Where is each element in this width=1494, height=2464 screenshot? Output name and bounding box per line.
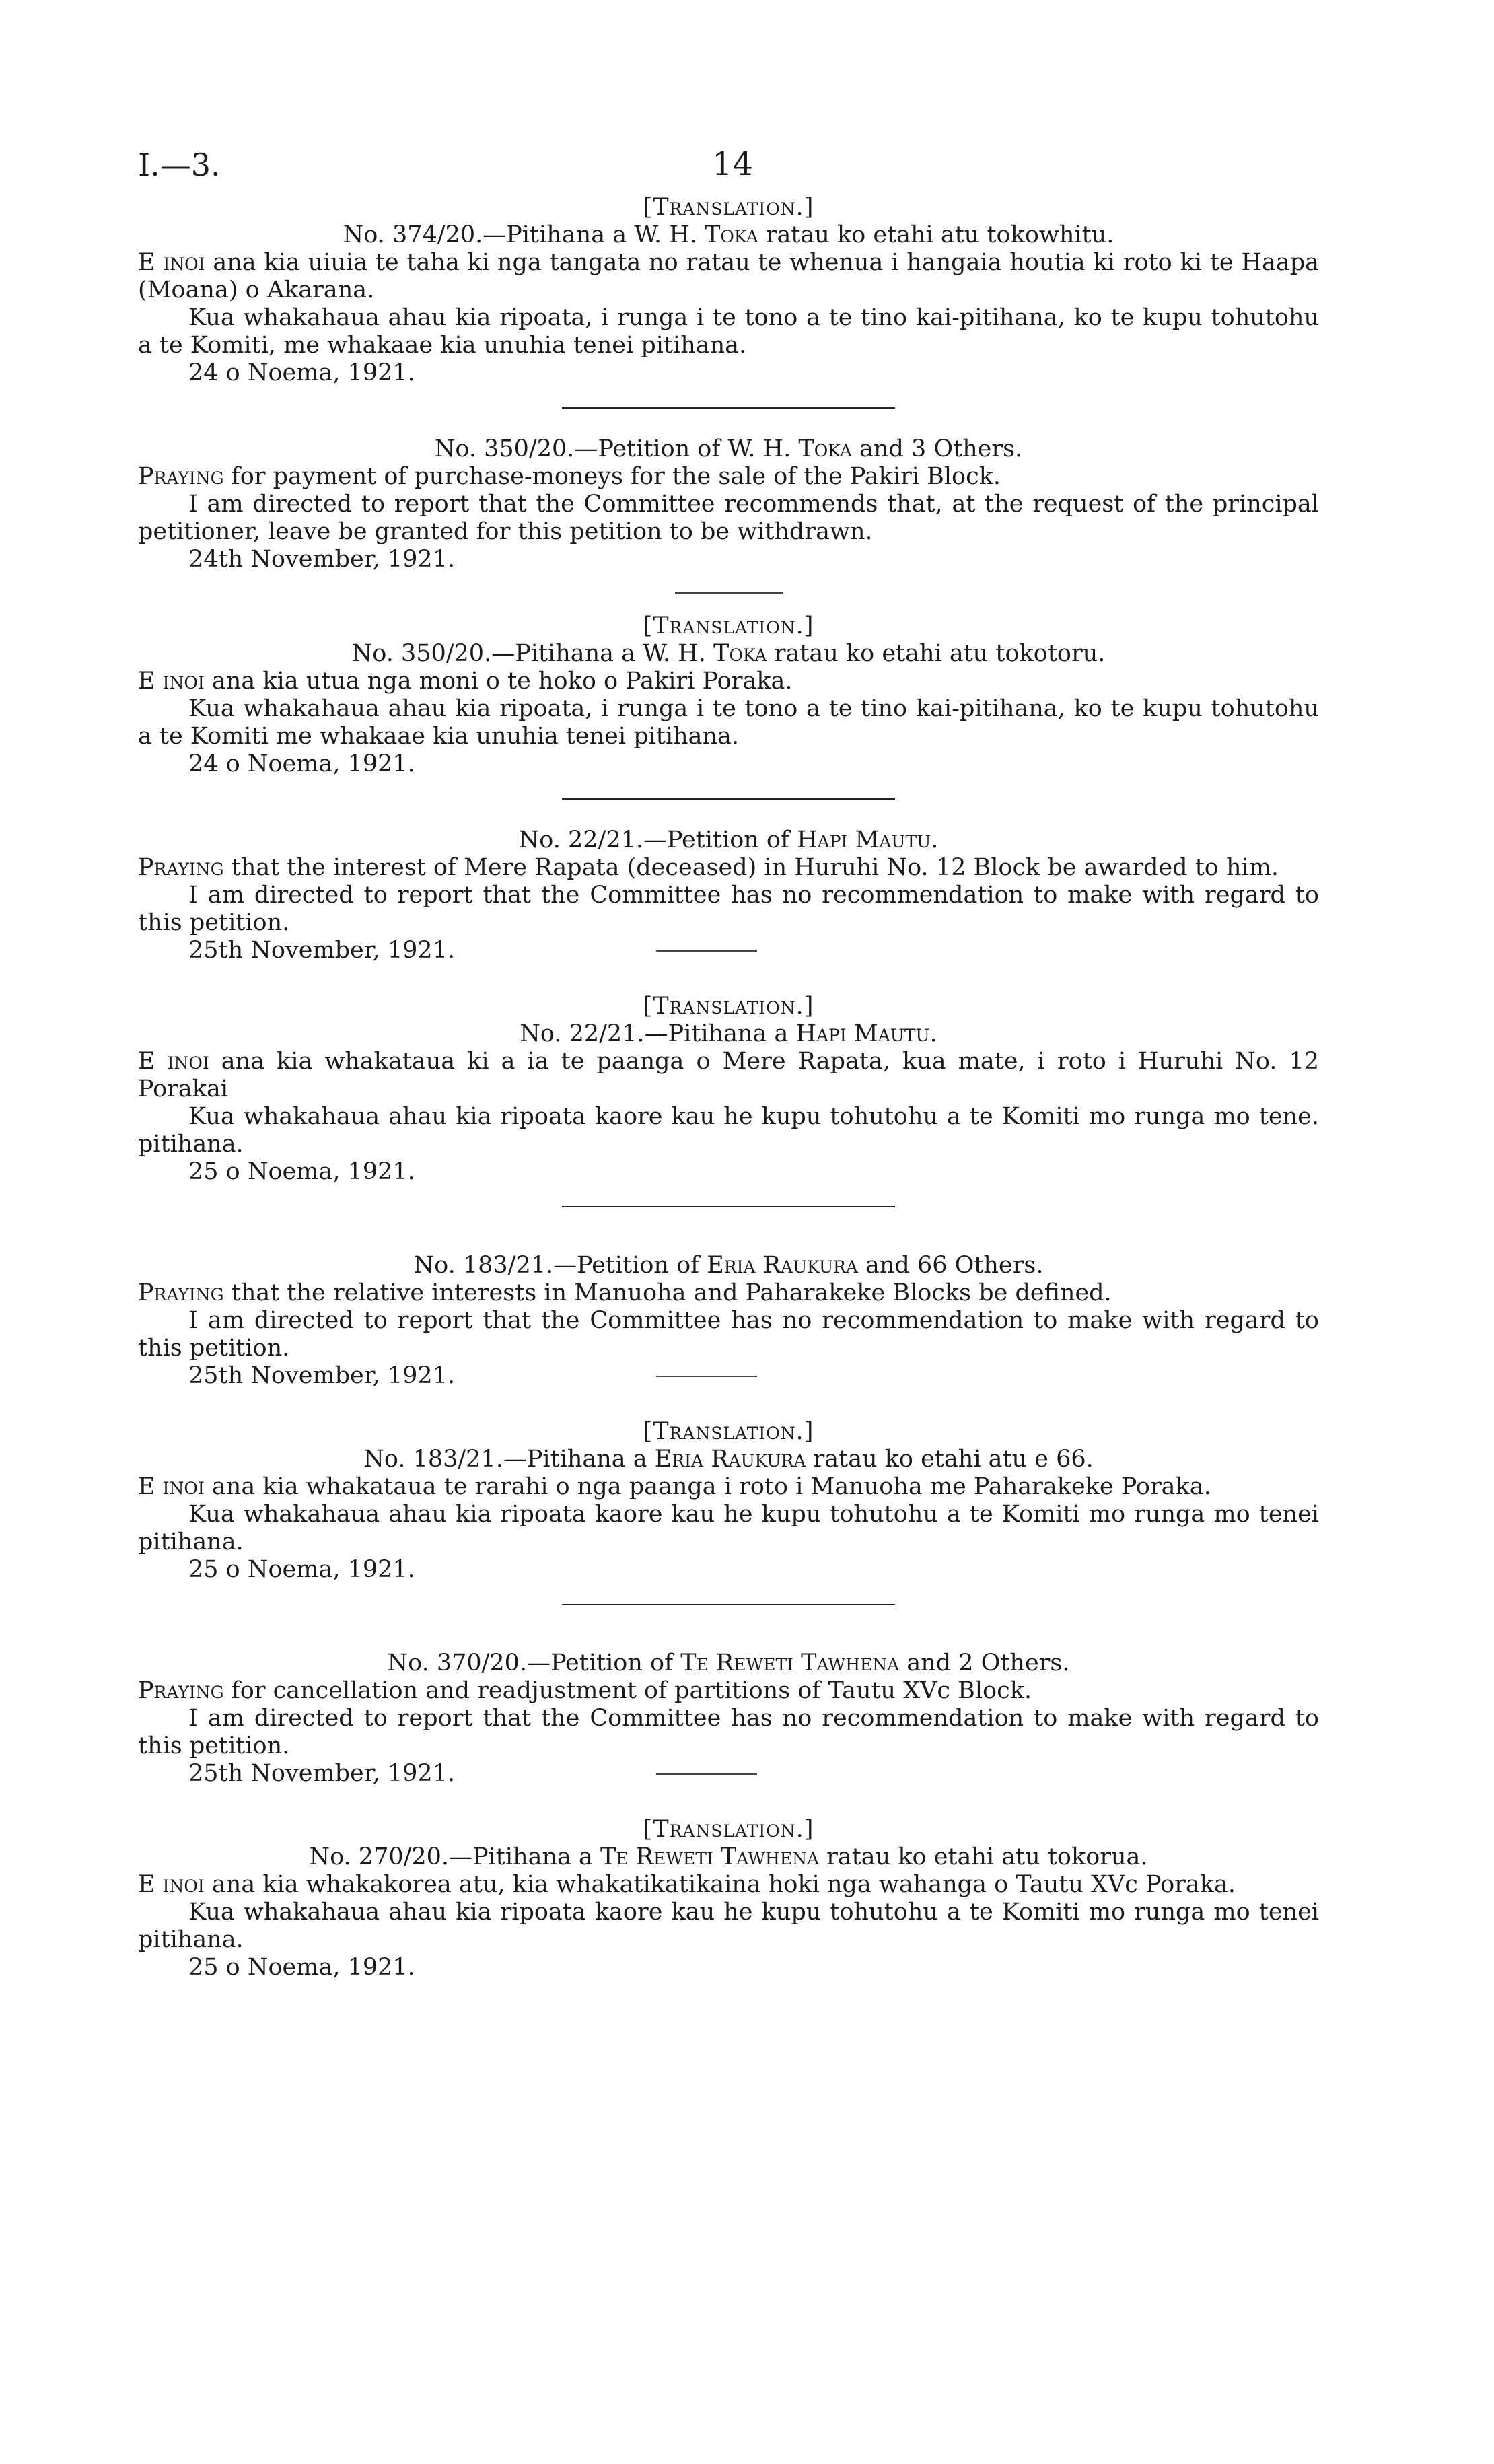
prayer-text — [138, 1473, 1319, 1501]
title-suffix: . — [929, 1020, 937, 1047]
translation-divider — [675, 592, 783, 594]
translation-label: [Translation.] — [643, 194, 814, 221]
report-text: I am directed to report that the Committee has no recommendation to make with regard to this petition. — [138, 882, 1319, 936]
prayer-lead: Praying — [138, 1279, 224, 1306]
report-text: Kua whakahaua ahau kia ripoata kaore kau he kupu tohutohu a te Komiti mo runga mo tenei pitihana. — [138, 1899, 1319, 1953]
section-divider — [562, 1604, 895, 1605]
title-prefix: —Pitihana a — [644, 1020, 796, 1047]
title-prefix: —Petition of — [643, 826, 797, 853]
report-date: 25 o Noema, 1921. — [188, 1954, 415, 1981]
prayer-text — [138, 1871, 1319, 1899]
petition-350-translation — [138, 612, 1319, 778]
petition-number: No. 22/21. — [520, 1020, 645, 1047]
petitioner-name: Te Reweti Tawhena — [680, 1650, 900, 1677]
date-row — [138, 1362, 1319, 1390]
report-text: Kua whakahaua ahau kia ripoata, i runga i te tono a te tino kai-pitihana, ko te kupu tohutohu a te Komiti, me whakaae kia unuhia tenei pitihana. — [138, 304, 1319, 359]
petition-number: No. 370/20. — [387, 1650, 528, 1677]
report-date: 24th November, 1921. — [188, 546, 456, 573]
translation-divider — [656, 1376, 757, 1377]
prayer-body: ana kia uiuia te taha ki nga tangata no ratau te whenua i hangaia houtia ki roto ki te Haapa (Moana) o Akarana. — [138, 249, 1319, 304]
petition-title — [138, 826, 1319, 854]
report-text: Kua whakahaua ahau kia ripoata kaore kau he kupu tohutohu a te Komiti mo runga mo tene. pitihana. — [138, 1103, 1319, 1158]
prayer-lead: E inoi — [138, 249, 205, 276]
petition-title — [138, 1020, 1319, 1048]
prayer-text — [138, 463, 1319, 491]
petitioner-name: W. H. Toka — [634, 221, 758, 248]
report-text: I am directed to report that the Committee recommends that, at the request of the principal petitioner, leave be granted for this petition to be withdrawn. — [138, 491, 1319, 545]
section-divider — [562, 407, 895, 409]
prayer-text — [138, 1279, 1319, 1307]
petition-number: No. 183/21. — [413, 1252, 554, 1279]
report-text: Kua whakahaua ahau kia ripoata, i runga i te tono a te tino kai-pitihana, ko te kupu tohutohu a te Komiti me whakaae kia unuhia tenei pitihana. — [138, 695, 1319, 750]
page-number: 14 — [712, 145, 754, 183]
petitioner-name: Hapi Mautu — [795, 1020, 930, 1047]
title-prefix: —Pitihana a — [449, 1843, 600, 1870]
petition-title — [138, 640, 1319, 668]
prayer-lead: Praying — [138, 463, 224, 490]
petition-350-english — [138, 435, 1319, 573]
petitioner-name: Te Reweti Tawhena — [600, 1843, 820, 1870]
translation-label: [Translation.] — [643, 1418, 814, 1445]
prayer-body: ana kia whakataua te rarahi o nga paanga i roto i Manuoha me Paharakeke Poraka. — [204, 1473, 1211, 1500]
title-suffix: ratau ko etahi atu tokowhitu. — [758, 221, 1114, 248]
petition-title — [138, 1843, 1319, 1871]
prayer-lead: E inoi — [138, 668, 205, 695]
translation-label: [Translation.] — [643, 993, 814, 1020]
report-text: Kua whakahaua ahau kia ripoata kaore kau he kupu tohutohu a te Komiti mo runga mo tenei pitihana. — [138, 1501, 1319, 1555]
title-suffix: . — [931, 826, 939, 853]
title-prefix: —Pitihana a — [483, 221, 635, 248]
prayer-body: that the relative interests in Manuoha and Paharakeke Blocks be defined. — [223, 1279, 1112, 1306]
prayer-body: ana kia utua nga moni o te hoko o Pakiri Poraka. — [204, 668, 793, 695]
petition-title — [138, 1650, 1319, 1677]
report-date: 24 o Noema, 1921. — [188, 359, 415, 386]
report-text: I am directed to report that the Committee has no recommendation to make with regard to this petition. — [138, 1705, 1319, 1759]
petition-22-english — [138, 826, 1319, 964]
petition-number: No. 183/21. — [363, 1446, 503, 1473]
section-divider — [562, 1206, 895, 1207]
petitioner-name: Eria Raukura — [707, 1252, 858, 1279]
petition-22-translation — [138, 993, 1319, 1186]
prayer-text — [138, 249, 1319, 304]
petition-270-translation — [138, 1816, 1319, 1981]
petition-number: No. 350/20. — [351, 640, 492, 667]
section-divider — [562, 798, 895, 800]
petition-374-translation — [138, 194, 1319, 387]
title-suffix: and 3 Others. — [851, 435, 1023, 462]
petition-number: No. 22/21. — [518, 826, 643, 853]
translation-divider — [656, 950, 757, 952]
report-date: 24 o Noema, 1921. — [188, 750, 415, 777]
petitioner-name: W. H. Toka — [727, 435, 852, 462]
prayer-body: for cancellation and readjustment of partitions of Tautu XVc Block. — [223, 1677, 1032, 1704]
petitioner-name: Eria Raukura — [654, 1446, 806, 1473]
petition-number: No. 270/20. — [309, 1843, 450, 1870]
petition-title — [138, 221, 1319, 249]
title-suffix: ratau ko etahi atu tokorua. — [819, 1843, 1148, 1870]
paper-reference: I.—3. — [138, 147, 221, 183]
prayer-text — [138, 668, 1319, 695]
prayer-text — [138, 1677, 1319, 1705]
title-prefix: —Pitihana a — [491, 640, 643, 667]
title-suffix: and 66 Others. — [857, 1252, 1044, 1279]
petition-number: No. 374/20. — [343, 221, 483, 248]
report-date: 25th November, 1921. — [188, 937, 456, 964]
prayer-body: that the interest of Mere Rapata (deceased) in Huruhi No. 12 Block be awarded to him. — [223, 854, 1279, 881]
prayer-lead: Praying — [138, 1677, 224, 1704]
prayer-text — [138, 1048, 1319, 1103]
prayer-lead: Praying — [138, 854, 224, 881]
report-date: 25 o Noema, 1921. — [188, 1556, 415, 1583]
prayer-lead: E inoi — [138, 1473, 205, 1500]
title-suffix: and 2 Others. — [899, 1650, 1070, 1677]
title-suffix: ratau ko etahi atu tokotoru. — [767, 640, 1106, 667]
title-suffix: ratau ko etahi atu e 66. — [806, 1446, 1094, 1473]
translation-label: [Translation.] — [643, 1816, 814, 1843]
title-prefix: —Petition of — [553, 1252, 707, 1279]
title-prefix: —Petition of — [527, 1650, 681, 1677]
title-prefix: —Petition of — [574, 435, 728, 462]
translation-label: [Translation.] — [643, 612, 814, 639]
petition-183-translation — [138, 1418, 1319, 1584]
prayer-body: for payment of purchase-moneys for the sale of the Pakiri Block. — [223, 463, 1001, 490]
petition-370-english — [138, 1650, 1319, 1788]
prayer-lead: E inoi — [138, 1048, 209, 1075]
report-date: 25th November, 1921. — [188, 1760, 456, 1787]
petition-title — [138, 1252, 1319, 1279]
prayer-body: ana kia whakataua ki a ia te paanga o Mere Rapata, kua mate, i roto i Huruhi No. 12 Porakai — [138, 1048, 1320, 1102]
report-date: 25 o Noema, 1921. — [188, 1158, 415, 1185]
petition-183-english — [138, 1252, 1319, 1390]
petitioner-name: Hapi Mautu — [797, 826, 931, 853]
report-date: 25th November, 1921. — [188, 1362, 456, 1389]
petition-title — [138, 1446, 1319, 1473]
petitioner-name: W. H. Toka — [643, 640, 767, 667]
title-prefix: —Pitihana a — [503, 1446, 655, 1473]
prayer-body: ana kia whakakorea atu, kia whakatikatikaina hoki nga wahanga o Tautu XVc Poraka. — [204, 1871, 1236, 1898]
report-text: I am directed to report that the Committee has no recommendation to make with regard to this petition. — [138, 1307, 1319, 1362]
page-content — [138, 190, 1319, 1981]
petition-title — [138, 435, 1319, 463]
prayer-text — [138, 854, 1319, 882]
date-row — [138, 1760, 1319, 1788]
translation-divider — [656, 1773, 757, 1775]
date-row — [138, 937, 1319, 964]
prayer-lead: E inoi — [138, 1871, 205, 1898]
petition-number: No. 350/20. — [434, 435, 575, 462]
